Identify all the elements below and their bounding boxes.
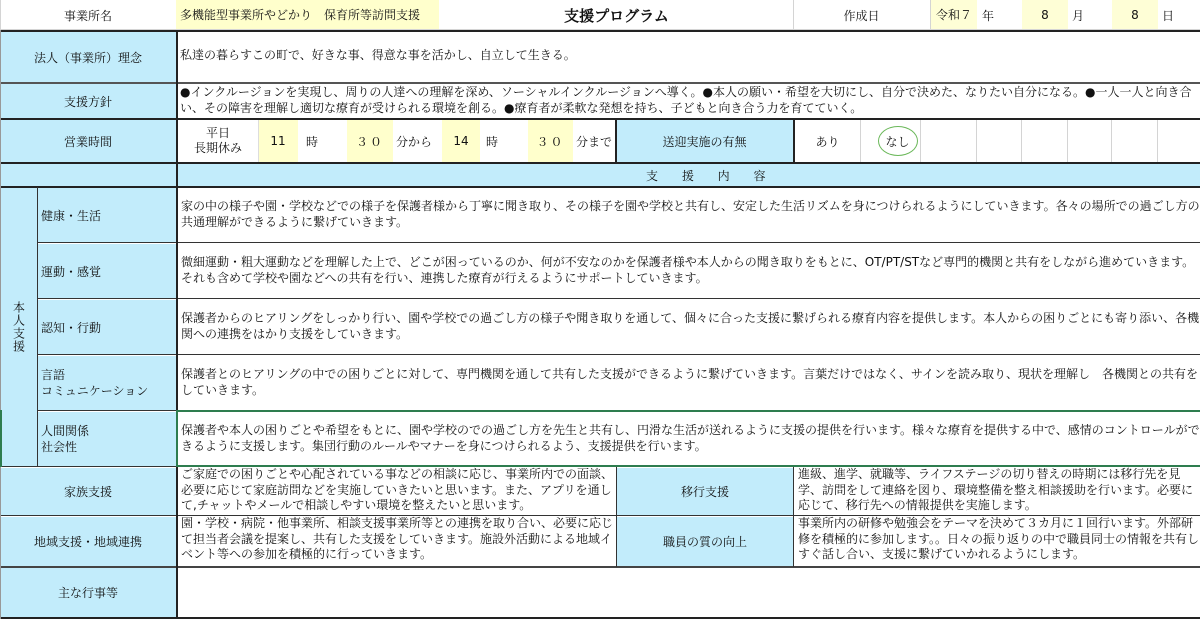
gridline (1157, 120, 1158, 162)
family-support-label: 家族支援 (0, 468, 176, 515)
support-content-header-row (0, 164, 1200, 186)
support-content-header: 支 援 内 容 (646, 164, 846, 186)
from-label: 分から (396, 134, 433, 149)
day-unit: 日 (1162, 8, 1175, 23)
border (0, 118, 1200, 120)
gridline (860, 120, 861, 162)
end-min-field[interactable]: ３０ (528, 120, 573, 162)
hour-unit: 時 (306, 134, 319, 149)
gridline (1067, 120, 1068, 162)
policy-text[interactable]: ●インクルージョンを実現し、周りの人達への理解を深め、ソーシャルインクルージョンへ導く。●本人の願い・希望を大切にし、自分で決めた、なりたい自分になる。●一人一人と向き合い、その障害を理解し適切な療育が受けられる環境を創る。●療育者が柔軟な発想を持ち、子どもと向き合う力を育てていく。 (180, 85, 1192, 115)
hour-unit: 時 (486, 134, 499, 149)
staff-quality-label: 職員の質の向上 (617, 517, 793, 566)
selection-outline (176, 410, 1200, 412)
gridline (920, 120, 921, 162)
staff-quality-text[interactable]: 事業所内の研修や勉強会をテーマを決めて３カ月に１回行います。外部研修を積極的に参加します。。日々の振り返りの中で職員同士の情報を共有しすぐ話し合い、支援に繋げていかれるようにします。 (798, 516, 1200, 561)
border (0, 515, 1200, 516)
support-item-label (38, 412, 176, 466)
border (38, 410, 178, 411)
gridline (976, 120, 977, 162)
philosophy-label: 法人（事業所）理念 (0, 32, 176, 82)
selection-outline (176, 410, 178, 467)
support-item-text[interactable]: 保護者とのヒアリングの中での困りごとに対して、専門機関を通して共有した支援ができるように繋げていきます。言葉だけではなく、サインを読み取り、現状を理解し 各機関との共有をしていきます。 (181, 367, 1199, 397)
support-item-label-line: コミュニケーション (41, 384, 149, 398)
page-title: 支援プログラム (564, 6, 669, 25)
individual-support-label: 本人支援 (11, 301, 26, 353)
border (0, 30, 1200, 32)
border (0, 82, 1200, 84)
start-hour-field[interactable]: 11 (258, 120, 298, 162)
day-field[interactable]: 8 (1112, 0, 1158, 29)
philosophy-text[interactable]: 私達の暮らすこの町で、好きな事、得意な事を活かし、自立して生きる。 (180, 47, 576, 62)
support-item-label: 健康・生活 (38, 188, 176, 242)
border (793, 118, 795, 163)
community-support-text[interactable]: 園・学校・病院・他事業所、相談支援事業所等との連携を取り合い、必要に応じて担当者会議を提案し、共有した支援をしていきます。施設外活動による地域イベント等への参加を積極的に行っていきます。 (181, 516, 614, 561)
row-indicator (0, 410, 2, 467)
transition-support-label: 移行支援 (617, 468, 793, 515)
office-name-label: 事業所名 (63, 8, 112, 23)
events-text[interactable] (178, 568, 1200, 617)
individual-support-group (0, 188, 37, 466)
transition-support-text[interactable]: 進級、進学、就職等、ライフステージの切り替えの時期には移行先を見学、訪問をして連絡を図り、環境整備を整え相談援助を行います。必要に応じて、移行先への情報提供を実施します。 (798, 467, 1194, 512)
month-field[interactable]: 8 (1022, 0, 1068, 29)
created-date-label: 作成日 (843, 8, 880, 23)
support-item-text[interactable]: 保護者からのヒアリングをしっかり行い、園や学校での過ごし方の様子や聞き取りを通して、個々に合った支援に繋げられる療育内容を提供します。本人からの困りごとにも寄り添い、各機関への連携をはかり支援をしていきます。 (181, 311, 1200, 341)
border (615, 118, 617, 163)
transport-no-label: なし (885, 134, 910, 149)
start-min-field[interactable]: ３０ (347, 120, 393, 162)
hours-label: 営業時間 (0, 120, 176, 162)
day-type (178, 120, 258, 162)
support-item-label (38, 356, 176, 410)
border (0, 566, 1200, 568)
policy-label: 支援方針 (0, 84, 176, 118)
support-item-text[interactable]: 微細運動・粗大運動などを理解した上で、どこが困っているのか、何が不安なのかを保護者様や本人からの聞き取りをもとに、OT/PT/STなど専門的機関と共有をしながら進めていきます。それも含めて学校や園などへの共有を行い、連携した療育が行えるようにサポートしていきます。 (181, 255, 1195, 285)
border (616, 467, 617, 567)
gridline (1111, 120, 1112, 162)
border (0, 186, 1200, 188)
support-item-label: 認知・行動 (38, 300, 176, 354)
border (37, 187, 38, 467)
border (176, 30, 178, 619)
support-item-text[interactable]: 家の中の様子や園・学校などでの様子を保護者様から丁寧に聞き取り、その様子を園や学校と共有し、安定した生活リズムを身につけられるようにしていきます。各々の場所での過ごし方の共通理解ができるように繋げていきます。 (181, 199, 1200, 229)
transport-yes-option[interactable]: あり (815, 134, 840, 149)
border (258, 120, 259, 162)
day-type-holiday: 長期休み (193, 141, 242, 155)
end-hour-field[interactable]: 14 (442, 120, 480, 162)
border (0, 466, 178, 467)
era-year-field[interactable]: 令和７ (931, 0, 977, 29)
day-type-weekday: 平日 (205, 126, 230, 140)
selected-circle-icon (878, 126, 918, 156)
support-item-label-line: 人間関係 (41, 424, 90, 438)
community-support-label: 地域支援・地域連携 (0, 517, 176, 566)
events-label: 主な行事等 (0, 568, 176, 617)
support-item-label-line: 言語 (41, 368, 66, 382)
border (0, 162, 1200, 164)
border (38, 242, 1200, 243)
support-item-label: 運動・感覚 (38, 244, 176, 298)
support-item-text[interactable]: 保護者や本人の困りごとや希望をもとに、園や学校のでの過ごし方を先生と共有し、円滑な生活が送れるように支援の提供を行います。様々な療育を提供する中で、感情のコントロールができるように支援します。集団行動のルールやマナーを身につけられるよう、支援提供を行います。 (181, 423, 1200, 453)
gridline (1021, 120, 1022, 162)
border (38, 354, 1200, 355)
border (793, 467, 794, 567)
transport-no-option[interactable] (860, 120, 935, 162)
until-label: 分まで (576, 134, 613, 149)
month-unit: 月 (1072, 8, 1085, 23)
selection-outline (176, 465, 1200, 467)
year-unit: 年 (982, 8, 995, 23)
support-item-label-line: 社会性 (41, 440, 78, 454)
office-name-field[interactable]: 多機能型事業所やどかり 保育所等訪問支援 (176, 0, 439, 29)
border (38, 298, 1200, 299)
border (0, 30, 1, 619)
transport-label: 送迎実施の有無 (616, 120, 793, 162)
family-support-text[interactable]: ご家庭での困りごとや心配されている事などの相談に応じ、事業所内での面談、必要に応じて家庭訪問などを実施していきたいと思います。また、アプリを通して,チャットやメールで相談しやすい環境を整えたいと思います。 (181, 467, 614, 512)
